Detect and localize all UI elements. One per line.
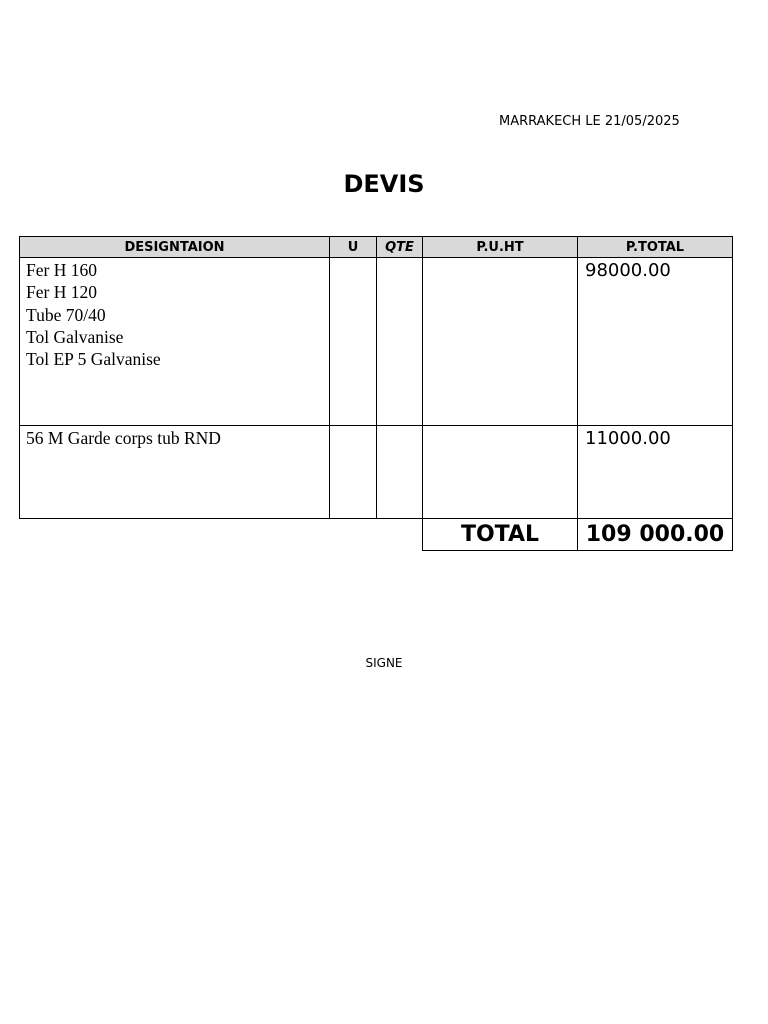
unit-cell <box>330 258 377 426</box>
table-header-row <box>20 237 733 258</box>
quote-table <box>19 236 733 551</box>
column-header-unit: U <box>330 237 377 258</box>
unit-price-cell <box>423 258 578 426</box>
designation-line: Tol Galvanise <box>26 326 124 347</box>
grand-total-row <box>20 519 733 551</box>
unit-price-cell <box>423 426 578 519</box>
quantity-cell <box>377 258 423 426</box>
empty-spacer <box>330 519 377 551</box>
designation-line: Fer H 160 <box>26 260 97 280</box>
designation-line: Tube 70/40 <box>26 304 106 325</box>
table-row <box>20 258 733 426</box>
empty-spacer <box>20 519 330 551</box>
line-total-cell: 98000.00 <box>578 258 733 426</box>
line-total-cell: 11000.00 <box>578 426 733 519</box>
grand-total-label: TOTAL <box>423 519 578 551</box>
designation-cell <box>20 258 330 426</box>
signature-label: SIGNE <box>365 656 403 670</box>
grand-total-value: 109 000.00 <box>578 519 733 551</box>
designation-line: Tol EP 5 Galvanise <box>26 349 161 370</box>
empty-spacer <box>377 519 423 551</box>
designation-cell <box>20 426 330 519</box>
quantity-cell <box>377 426 423 519</box>
document-title: DEVIS <box>343 170 425 198</box>
unit-cell <box>330 426 377 519</box>
date-location-line: MARRAKECH LE 21/05/2025 <box>499 114 680 129</box>
column-header-designation: DESIGNTAION <box>20 237 330 258</box>
designation-line: Fer H 120 <box>26 282 97 303</box>
column-header-total: P.TOTAL <box>578 237 733 258</box>
column-header-unit-price: P.U.HT <box>423 237 578 258</box>
table-row <box>20 426 733 519</box>
designation-line: 56 M Garde corps tub RND <box>26 428 221 448</box>
column-header-quantity: QTE <box>377 237 423 258</box>
